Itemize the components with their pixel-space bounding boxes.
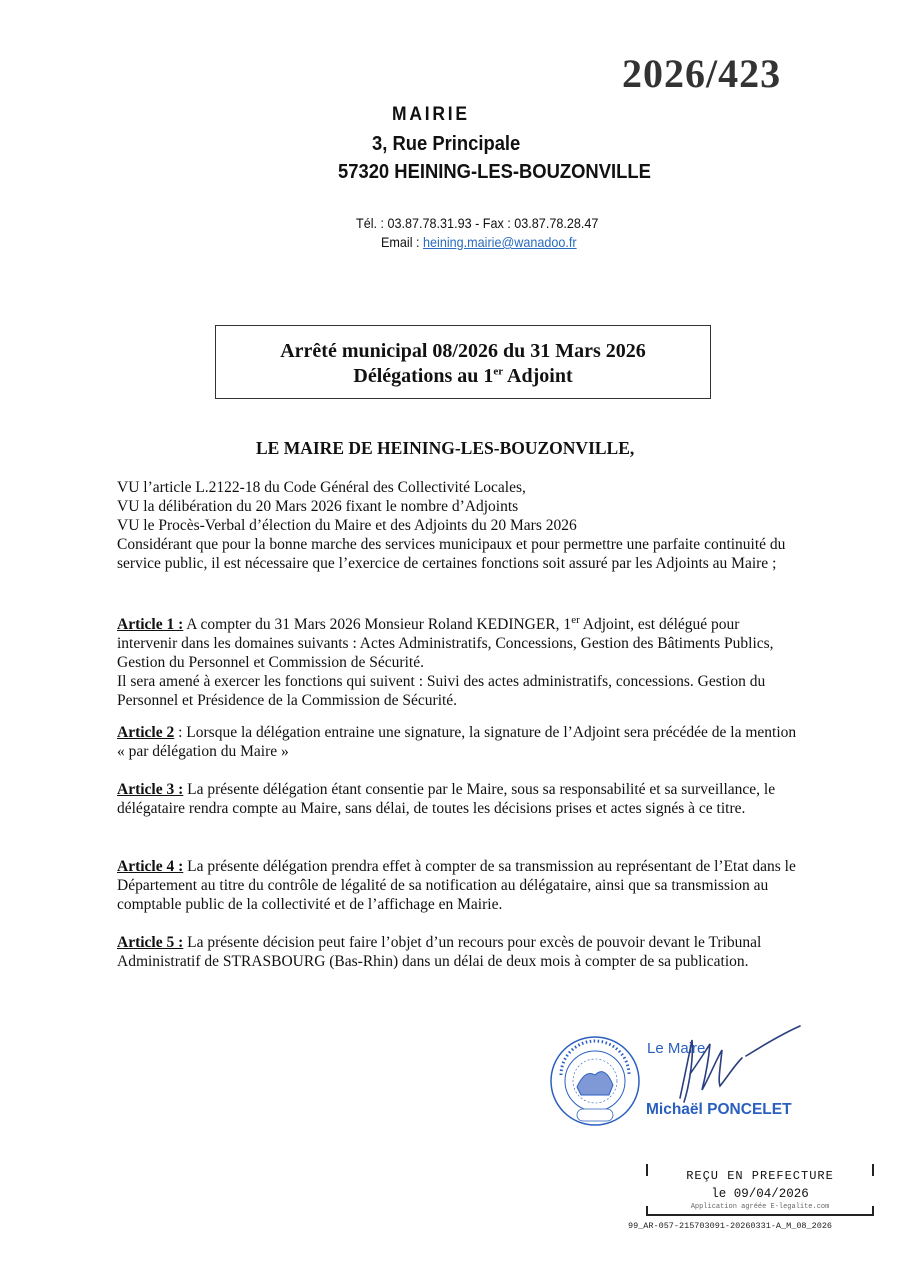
stamp-code: 99_AR-057-215703091-20260331-A_M_08_2026: [628, 1221, 833, 1231]
decree-title: Arrêté municipal 08/2026 du 31 Mars 2026: [280, 340, 646, 362]
article-5: Article 5 : La présente décision peut faire l’objet d’un recours pour excès de pouvoir devant le Tribunal Administratif de STRASBOURG (Bas-Rhin) dans un délai de deux mois à compter de sa publication.: [117, 934, 762, 970]
email-link[interactable]: heining.mairie@wanadoo.fr: [423, 234, 577, 250]
article-1: Article 1 : A compter du 31 Mars 2026 Monsieur Roland KEDINGER, 1er Adjoint, est délégué pour intervenir dans les domaines suivants : Actes Administratifs, Concessions, Gestion des Bâtiments Publics, Gestion du Personnel et Commission de Sécurité. Il sera amené à exercer les fonctions qui suivent : Suivi des actes administratifs, concessions. Gestion du Personnel et Présidence de la Commission de Sécurité.: [117, 611, 797, 710]
header-phone-fax: Tél. : 03.87.78.31.93 - Fax : 03.87.78.28.47: [356, 215, 599, 231]
stamp-date: le 09/04/2026: [711, 1187, 809, 1201]
preamble-line: VU la délibération du 20 Mars 2026 fixant le nombre d’Adjoints: [117, 498, 519, 515]
decree-subtitle: Délégations au 1er Adjoint: [353, 365, 573, 387]
header-title: MAIRIE: [392, 104, 470, 125]
email-label: Email :: [381, 234, 424, 250]
article-4: Article 4 : La présente délégation prendra effet à compter de sa transmission au représentant de l’Etat dans le Département au titre du contrôle de légalité de sa notification au délégataire, ainsi que sa transmission au comptable public de la collectivité et de l’affichage en Mairie.: [117, 858, 796, 913]
signer-name: Michaël PONCELET: [646, 1101, 792, 1118]
stamp-title: REÇU EN PREFECTURE: [686, 1169, 834, 1183]
header-email-line: [381, 234, 577, 250]
article-2: Article 2 : Lorsque la délégation entraine une signature, la signature de l’Adjoint sera précédée de la mention « par délégation du Maire »: [117, 724, 797, 760]
stamp-application: Application agréée E-legalite.com: [690, 1203, 830, 1211]
header-city: 57320 HEINING-LES-BOUZONVILLE: [338, 161, 651, 183]
signature-role: Le Maire: [647, 1040, 706, 1057]
preamble-line: Considérant que pour la bonne marche des services municipaux et pour permettre une parfaite continuité du service public, il est nécessaire que l’exercice de certaines fonctions soit assuré par les Adjoints au Maire ;: [117, 536, 786, 572]
preamble-line: VU l’article L.2122-18 du Code Général des Collectivité Locales,: [117, 479, 526, 496]
article-3: Article 3 : La présente délégation étant consentie par le Maire, sous sa responsabilité et sa surveillance, le délégataire rendra compte au Maire, sans délai, de toutes les décisions prises et actes signés à ce titre.: [117, 781, 776, 817]
article-2-label: Article 2: [117, 724, 175, 741]
article-3-label: Article 3 :: [117, 781, 184, 798]
preamble-line: VU le Procès-Verbal d’élection du Maire et des Adjoints du 20 Mars 2026: [117, 517, 577, 534]
authority-heading: LE MAIRE DE HEINING-LES-BOUZONVILLE,: [256, 438, 635, 458]
prefecture-stamp: [646, 1164, 874, 1216]
article-4-label: Article 4 :: [117, 858, 184, 875]
article-1-label: Article 1 :: [117, 616, 184, 634]
handwritten-signature: [650, 1020, 810, 1110]
article-5-label: Article 5 :: [117, 934, 184, 951]
document-number: 2026/423: [622, 51, 782, 96]
preamble: [117, 478, 797, 573]
header-street: 3, Rue Principale: [372, 133, 521, 155]
decree-title-box: [215, 325, 711, 399]
article-1-text2: Il sera amené à exercer les fonctions qui suivent : Suivi des actes administratifs, concessions. Gestion du Personnel et Présidence de la Commission de Sécurité.: [117, 673, 766, 710]
mairie-seal-icon: [549, 1035, 641, 1127]
